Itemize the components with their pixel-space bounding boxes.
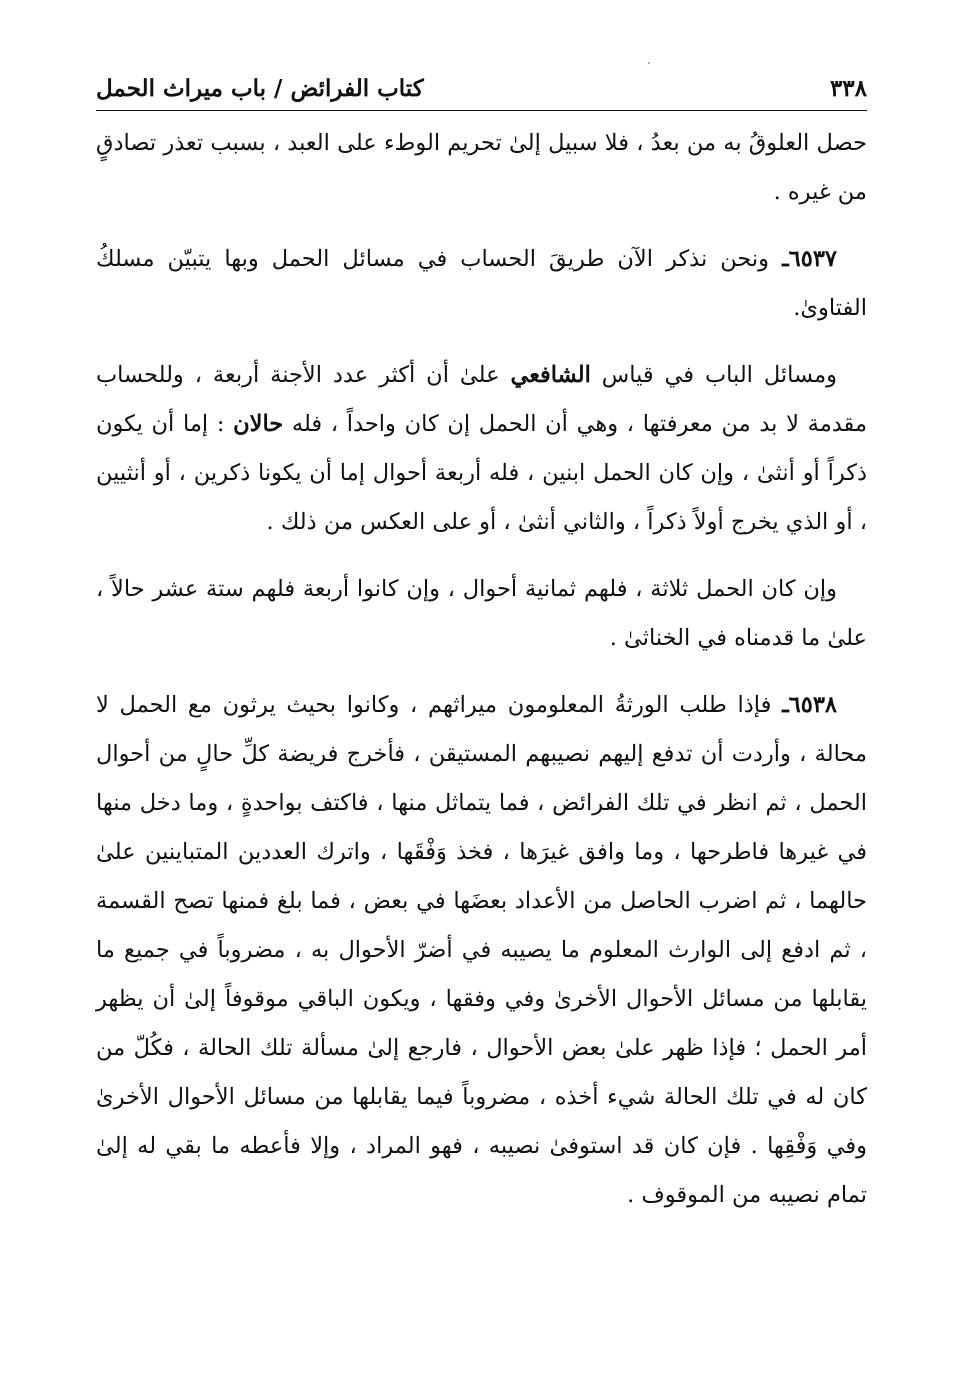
paragraph-text: : إما أن يكون ذكراً أو أنثىٰ ، وإن كان الحمل ابنين ، فله أربعة أحوال إما أن يكونا ذكرين ، أو أنثيين ، أو الذي يخرج أولاً ذكراً ، والثاني أنثىٰ ، أو على العكس من ذلك . [96,411,867,535]
paragraph-6538 [96,681,867,1220]
page-body [96,119,867,1220]
scan-speck [648,62,650,64]
paragraph-3 [96,351,867,547]
paragraph-1 [96,119,867,217]
paragraph-text: حصل العلوقُ به من بعدُ ، فلا سبيل إلىٰ تحريم الوطء على العبد ، بسبب تعذر تصادقٍ من غيره . [96,130,867,205]
section-number: ٦٥٣٨ـ [782,692,837,718]
page-header [96,68,867,111]
paragraph-text: وإن كان الحمل ثلاثة ، فلهم ثمانية أحوال ، وإن كانوا أربعة فلهم ستة عشر حالاً ، علىٰ ما قدمناه في الخناثىٰ . [96,576,867,651]
paragraph-text: ونحن نذكر الآن طريقَ الحساب في مسائل الحمل وبها يتبيّن مسلكُ الفتاوىٰ. [96,246,867,321]
section-number: ٦٥٣٧ـ [782,246,837,272]
paragraph-text: ومسائل الباب في قياس [590,362,837,388]
bold-term-shafii: الشافعي [510,362,591,388]
paragraph-text: فإذا طلب الورثةُ المعلومون ميراثهم ، وكانوا بحيث يرثون مع الحمل لا محالة ، وأردت أن تدفع إليهم نصيبهم المستيقن ، فأخرج فريضة كلِّ حالٍ من أحوال الحمل ، ثم انظر في تلك الفرائض ، فما يتماثل منها ، فاكتف بواحدةٍ ، وما دخل منها في غيرها فاطرحها ، وما وافق غيرَها ، فخذ وَفْقَها ، واترك العددين المتباينين علىٰ حالهما ، ثم اضرب الحاصل من الأعداد بعضَها في بعض ، فما بلغ فمنها تصح القسمة ، ثم ادفع إلى الوارث المعلوم ما يصيبه في أضرّ الأحوال به ، مضروباً في جميع ما يقابلها من مسائل الأحوال الأخرىٰ وفي وفقها ، ويكون الباقي موقوفاً إلىٰ أن يظهر أمر الحمل ؛ فإذا ظهر علىٰ بعض الأحوال ، فارجع إلىٰ مسألة تلك الحالة ، فكُلّ من كان له في تلك الحالة شيء أخذه ، مضروباً فيما يقابلها من مسائل الأحوال الأخرىٰ وفي وَفْقِها . فإن كان قد استوفىٰ نصيبه ، فهو المراد ، وإلا فأعطه ما بقي له إلىٰ تمام نصيبه من الموقوف . [96,692,867,1208]
paragraph-text: علىٰ أن أكثر عدد الأجنة أربعة ، وللحساب مقدمة لا بد من معرفتها ، وهي أن الحمل إن كان واحداً ، فله [96,362,867,437]
paragraph-4 [96,565,867,663]
running-title: كتاب الفرائض / باب ميراث الحمل [96,74,424,102]
paragraph-6537 [96,235,867,333]
bold-term-halan: حالان [233,411,284,437]
page-number: ٣٣٨ [829,74,867,102]
